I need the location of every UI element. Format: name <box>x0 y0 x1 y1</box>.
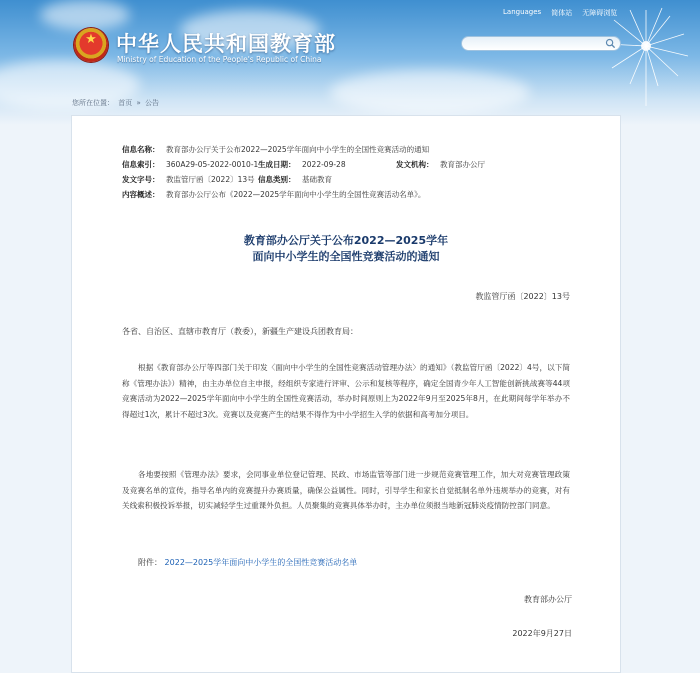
meta-summary-value: 教育部办公厅公布《2022—2025学年面向中小学生的全国性竞赛活动名单》。 <box>166 190 426 199</box>
dandelion-decoration <box>600 6 692 106</box>
search-box <box>461 36 621 51</box>
article-headline <box>72 233 620 265</box>
accessibility-link[interactable]: 无障碍浏览 <box>582 9 618 17</box>
salutation: 各省、自治区、直辖市教育厅（教委），新疆生产建设兵团教育局： <box>122 327 358 336</box>
headline-line-2: 面向中小学生的全国性竞赛活动的通知 <box>252 250 440 263</box>
breadcrumb-separator: » <box>136 99 141 107</box>
body-paragraph-1: 根据《教育部办公厅等四部门关于印发〈面向中小学生的全国性竞赛活动管理办法〉的通知》（教监管厅函〔2022〕4号，以下简称《管理办法》）精神，由主办单位自主申报，经组织专家进行评审、公示和复核等程序，确定全国青少年人工智能创新挑战赛等44项竞赛活动为2022—2025学年面向中小学生的全国性竞赛活动，举办时间原则上为2022年9月至2025年8月，在此期间每学年举办不得超过1次，累计不超过3次。竞赛以及竞赛产生的结果不得作为中小学招生入学的依据和高考加分项目。 <box>122 363 570 419</box>
signature: 教育部办公厅 <box>524 595 572 604</box>
meta-type-label: 信息类别： <box>258 175 296 184</box>
search-icon[interactable] <box>605 38 616 49</box>
national-emblem-icon: ★ <box>74 28 108 62</box>
meta-doc-value: 教监管厅函〔2022〕13号 <box>166 175 255 184</box>
search-input[interactable] <box>468 44 606 57</box>
breadcrumb-home[interactable]: 首页 <box>118 99 133 107</box>
meta-row-docnum <box>122 172 572 187</box>
document-metadata <box>122 142 572 202</box>
meta-row-index <box>122 157 572 172</box>
site-title[interactable]: 中华人民共和国教育部 <box>116 32 336 56</box>
cloud-decoration <box>330 70 530 115</box>
meta-type-value: 基础教育 <box>302 175 332 184</box>
article-panel <box>71 115 621 673</box>
meta-title-value: 教育部办公厅关于公布2022—2025学年面向中小学生的全国性竞赛活动的通知 <box>166 145 430 154</box>
languages-link[interactable]: Languages <box>503 8 542 16</box>
meta-index-value: 360A29-05-2022-0010-1 <box>166 160 259 169</box>
breadcrumb-section[interactable]: 公告 <box>145 99 159 107</box>
meta-org-label: 发文机构： <box>396 160 434 169</box>
meta-row-title <box>122 142 572 157</box>
body-paragraph-2: 各地要按照《管理办法》要求，会同事业单位登记管理、民政、市场监管等部门进一步规范竞赛管理工作，加大对竞赛管理政策及竞赛名单的宣传，指导名单内的竞赛提升办赛质量，确保公益属性。同时，引导学生和家长自觉抵制名单外违规举办的竞赛，对有关线索积极投诉举报，切实减轻学生过重课外负担。人员聚集的竞赛具体举办时，主办单位须报当地新冠肺炎疫情防控部门同意。 <box>122 470 570 510</box>
attachment-link[interactable]: 2022—2025学年面向中小学生的全国性竞赛活动名单 <box>164 558 358 567</box>
meta-index-label: 信息索引： <box>122 160 160 169</box>
attachment-label: 附件： <box>138 558 162 567</box>
headline-line-1: 教育部办公厅关于公布2022—2025学年 <box>243 234 449 247</box>
cloud-decoration <box>40 0 130 30</box>
site-subtitle: Ministry of Education of the People's Republic of China <box>117 55 322 64</box>
attachment <box>138 557 357 568</box>
meta-row-summary <box>122 187 572 202</box>
meta-summary-label: 内容概述： <box>122 190 160 199</box>
issue-date: 2022年9月27日 <box>512 629 572 638</box>
meta-date-label: 生成日期： <box>258 160 296 169</box>
meta-org-value: 教育部办公厅 <box>440 160 485 169</box>
meta-title-label: 信息名称： <box>122 145 160 154</box>
meta-date-value: 2022-09-28 <box>302 160 346 169</box>
document-number: 教监管厅函〔2022〕13号 <box>475 292 570 301</box>
breadcrumb <box>72 98 161 108</box>
meta-doc-label: 发文字号： <box>122 175 160 184</box>
top-links <box>503 8 617 18</box>
breadcrumb-prefix: 您所在位置： <box>72 99 114 107</box>
simplified-site-link[interactable]: 简体站 <box>551 9 573 17</box>
